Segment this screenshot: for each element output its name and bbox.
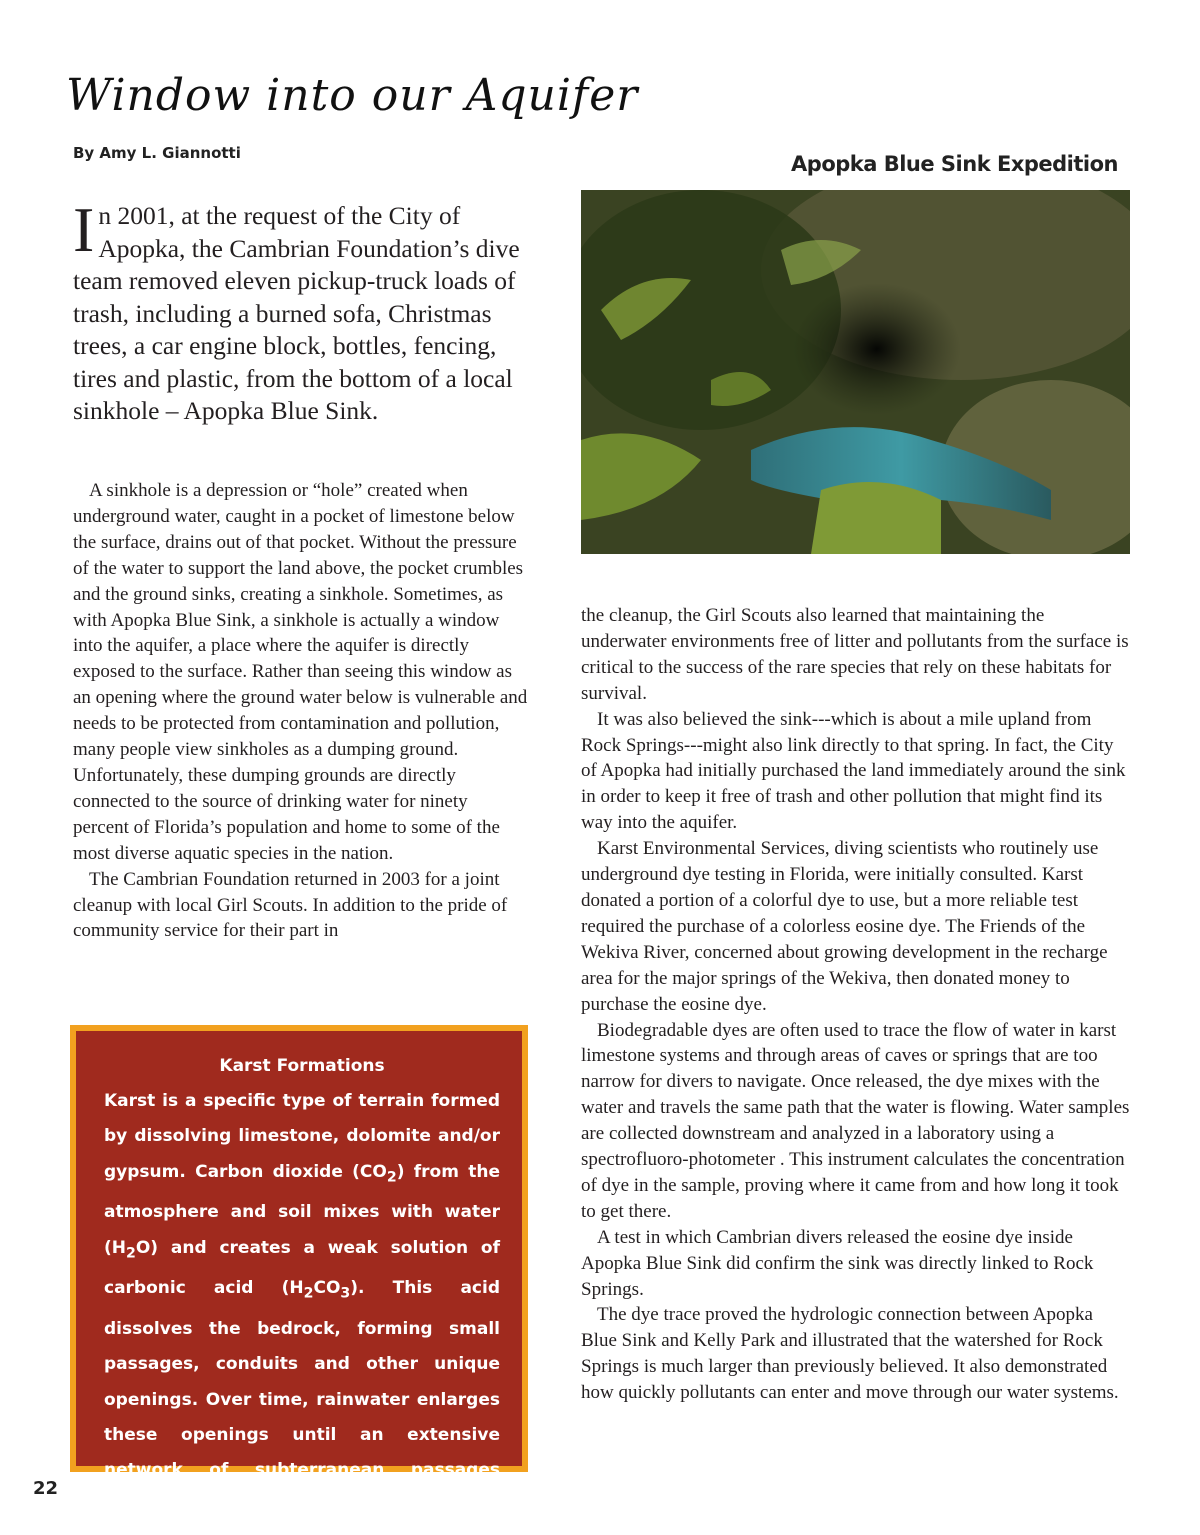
body-paragraph: Karst Environmental Services, diving scientists who routinely use underground dye testing in Florida, were initially consulted. Karst donated a portion of a colorful dye to use, but a more reliable test required the purchase of a colorless eosine dye. The Friends of the Wekiva River, concerned about growing development in the recharge area for the major springs of the Wekiva, then donated money to purchase the eosine dye. — [581, 838, 1108, 1015]
sidebar-text-part: O) and creates a weak solution of carbonic acid (H — [104, 1237, 500, 1299]
photo-caption: Apopka Blue Sink Expedition — [791, 152, 1118, 176]
body-paragraph: A sinkhole is a depression or “hole” created when underground water, caught in a pocket of limestone below the surface, drains out of that pocket. Without the pressure of the water to support the land above, the pocket crumbles and the ground sinks, creating a sinkhole. Sometimes, as with Apopka Blue Sink, a sinkhole is actually a window into the aquifer, a place where the aquifer is directly exposed to the surface. Rather than seeing this window as an opening where the ground water below is vulnerable and needs to be protected from contamination and pollution, many people view sinkholes as a dumping ground. Unfortunately, these dumping grounds are directly connected to the source of drinking water for ninety percent of Florida’s population and home to some of the most diverse aquatic species in the nation. — [73, 480, 528, 864]
column-right — [581, 603, 1133, 1406]
body-paragraph: the cleanup, the Girl Scouts also learned that maintaining the underwater environments free of litter and pollutants from the surface is critical to the success of the rare species that rely on these habitats for survival. — [581, 605, 1129, 704]
body-paragraph: A test in which Cambrian divers released the eosine dye inside Apopka Blue Sink did confirm the sink was directly linked to Rock Springs. — [581, 1226, 1094, 1300]
article-title: Window into our Aquifer — [66, 70, 639, 121]
body-paragraph: It was also believed the sink---which is about a mile upland from Rock Springs---might also link directly to that spring. In fact, the City of Apopka had initially purchased the land immediately around the sink in order to keep it free of trash and other pollution that might find its way into the aquifer. — [581, 708, 1126, 834]
sidebar-text — [104, 1084, 500, 1524]
sidebar-text-part: ) from the atmosphere and soil mixes with water (H — [104, 1161, 500, 1258]
subscript: 2 — [386, 1168, 397, 1185]
subscript: 2 — [126, 1244, 136, 1261]
sidebar-text-part: ). This acid dissolves the bedrock, forming small passages, conduits and other unique openings. Over time, rainwater enlarges these openings until an extensive network of subterranean passages exists. — [104, 1278, 500, 1516]
sidebar-title: Karst Formations — [219, 1056, 385, 1076]
page-number: 22 — [33, 1478, 59, 1499]
karst-sidebar — [70, 1025, 528, 1516]
body-paragraph: The dye trace proved the hydrologic connection between Apopka Blue Sink and Kelly Park and illustrated that the watershed for Rock Springs is much larger than previously believed. It also demonstrated how quickly pollutants can enter and move through our water systems. — [581, 1304, 1119, 1404]
subscript: 2 — [303, 1285, 314, 1302]
body-paragraph: Biodegradable dyes are often used to trace the flow of water in karst limestone systems and through areas of caves or springs that are too narrow for divers to navigate. Once released, the dye mixes with the water and travels the same path that the water is flowing. Water samples are collected downstream and analyzed in a laboratory using a spectrofluoro-photometer . This instrument calculates the concentration of dye in the sample, proving where it came from and how long it took to get there. — [581, 1019, 1130, 1222]
body-paragraph: The Cambrian Foundation returned in 2003 for a joint cleanup with local Girl Scouts. In addition to the pride of community service for their part in — [73, 868, 508, 942]
sidebar-text-part: Karst is a specific type of terrain formed by dissolving limestone, dolomite and/or gypsum. Carbon dioxide (CO — [104, 1091, 500, 1182]
byline: By Amy L. Giannotti — [73, 144, 241, 162]
sinkhole-photo-image — [581, 190, 1130, 554]
drop-cap: I — [73, 194, 95, 265]
sidebar-text-part: CO — [313, 1278, 341, 1299]
sinkhole-photo — [581, 190, 1130, 554]
intro-text: n 2001, at the request of the City of Apopka, the Cambrian Foundation’s dive team removed eleven pickup-truck loads of trash, including a burned sofa, Christmas trees, a car engine block, bottles, fencing, tires and plastic, from the bottom of a local sinkhole – Apopka Blue Sink. — [73, 201, 520, 425]
subscript: 3 — [340, 1285, 351, 1302]
column-left — [73, 478, 528, 944]
intro-paragraph — [73, 194, 528, 428]
